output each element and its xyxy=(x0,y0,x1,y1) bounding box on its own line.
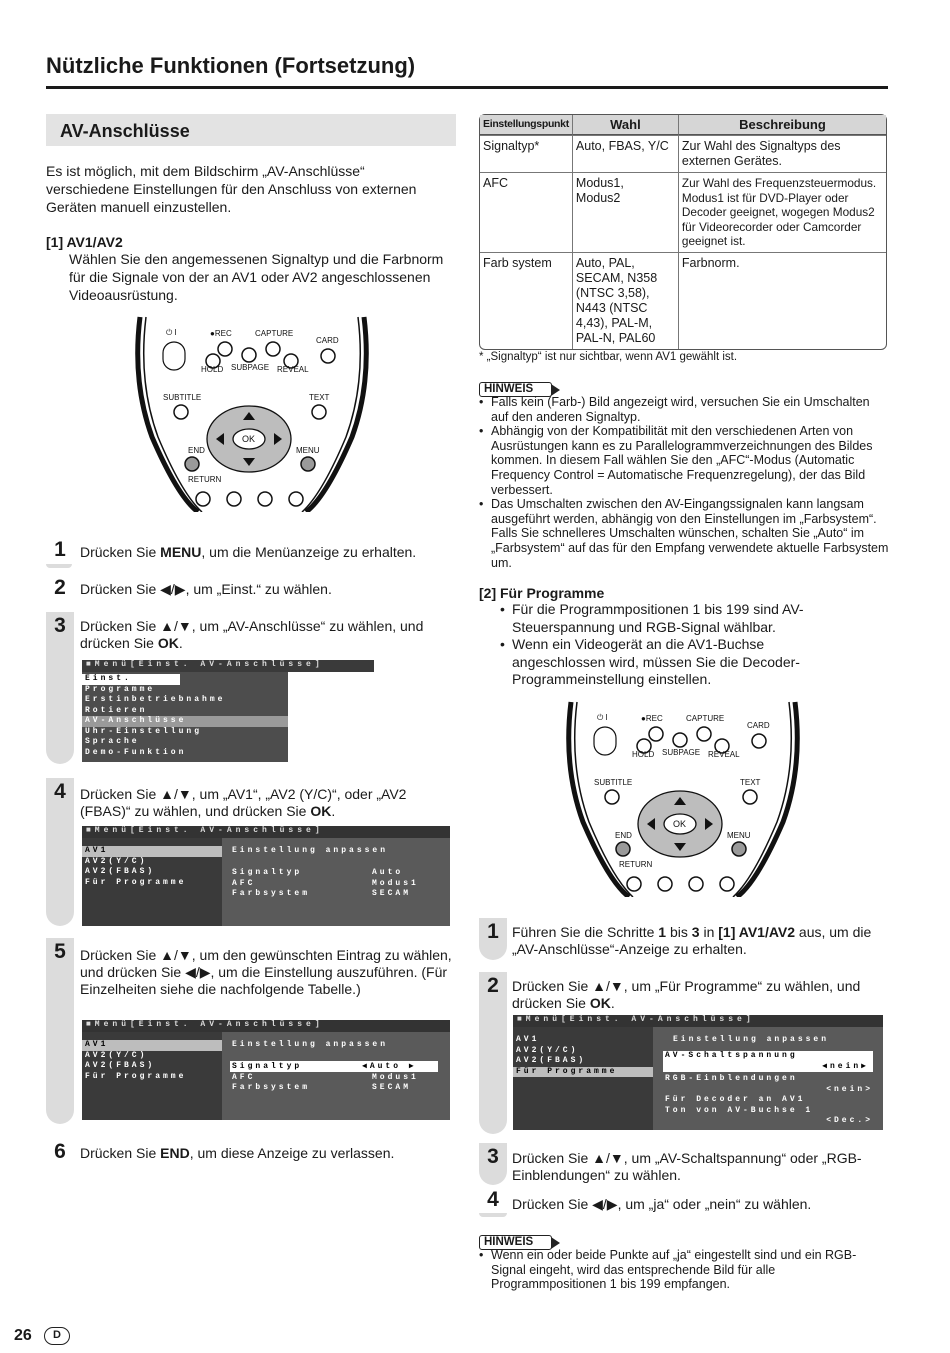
step-number: 3 xyxy=(54,614,66,637)
text-button xyxy=(312,405,326,419)
rec-label: ●REC xyxy=(641,714,663,723)
page-number: 26 xyxy=(14,1327,32,1344)
language-badge: D xyxy=(44,1327,70,1345)
number-keys-icon xyxy=(163,342,185,370)
osd-item: AV2(Y/C) xyxy=(85,1050,148,1060)
subtitle-label: SUBTITLE xyxy=(163,393,202,402)
step-5-bar xyxy=(46,938,74,1124)
settings-table xyxy=(479,114,887,350)
osd-item: AV2(FBAS) xyxy=(85,1061,156,1070)
title-rule xyxy=(46,86,888,89)
number-keys-icon xyxy=(594,727,616,755)
subpage-label: SUBPAGE xyxy=(231,363,270,372)
table-row: Signaltyp* Auto, FBAS, Y/C Zur Wahl des Signaltyps des externen Gerätes. xyxy=(480,135,886,172)
osd-item-selected: AV1 xyxy=(82,846,222,857)
osd-item: AV2(Y/C) xyxy=(85,856,148,866)
osd-row-label: RGB-Einblendungen xyxy=(665,1074,798,1083)
osd-row-value: Modus1 xyxy=(372,878,419,888)
list-item: • Für die Programmpositionen 1 bis 199 sind AV-Steuerspannung und RGB-Signal wählbar. xyxy=(500,601,804,635)
remote-control-illustration-2 xyxy=(561,697,806,897)
capture-label: CAPTURE xyxy=(686,714,725,723)
osd-row-value: SECAM xyxy=(372,1083,412,1092)
osd-av-screen xyxy=(82,826,450,926)
osd-row-label: AFC xyxy=(232,1072,256,1082)
card-label: CARD xyxy=(316,336,339,345)
osd-av-edit-screen xyxy=(82,1020,450,1120)
osd-row-label: Ton von AV-Buchse 1 xyxy=(665,1105,814,1115)
capture-label: CAPTURE xyxy=(255,329,294,338)
osd-item: Für Programme xyxy=(85,1071,187,1081)
hinweis-badge-2: HINWEIS xyxy=(479,1232,552,1250)
subtitle-label: SUBTITLE xyxy=(594,778,633,787)
remote-control-illustration xyxy=(130,312,375,512)
osd-item: AV2(FBAS) xyxy=(516,1056,587,1065)
osd-item: AV1 xyxy=(516,1035,540,1044)
osd-row-label-selected: Signaltyp xyxy=(232,1062,303,1071)
hinweis-list-2 xyxy=(479,1248,889,1292)
rec-button xyxy=(218,342,232,356)
step-3-text: Drücken Sie ▲/▼, um „AV-Anschlüsse“ zu wählen, und drücken Sie OK. xyxy=(80,618,424,651)
list-item: • Wenn ein oder beide Punkte auf „ja“ eingestellt sind und ein RGB-Signal eingeht, wird das entsprechende Bild für alle Programmpositionen 1 bis 199 empfangen. xyxy=(479,1248,889,1292)
osd-item: Programme xyxy=(85,684,156,694)
osd-title: ■Menü[Einst. AV-Anschlüsse] xyxy=(82,826,450,838)
osd-title: ■Menü[Einst. AV-Anschlüsse] xyxy=(82,1020,450,1032)
list-item: • Abhängig von der Kompatibilität mit den verschiedenen Arten von Ausrüstungen kann es zu Parallelogrammverzeichnungen des Bildes kommen. In diesem Fall wählen Sie den „AFC“-Modus (Automatic Frequency Control = Automatische Frequenzregelung), der das Bild verbessert. xyxy=(479,424,889,497)
menu-label: MENU xyxy=(296,446,320,455)
table-header: Wahl xyxy=(572,115,678,135)
subtitle-button xyxy=(605,790,619,804)
ok-label: OK xyxy=(673,819,687,829)
return-label: RETURN xyxy=(619,860,653,869)
table-row: AFC Modus1, Modus2 Zur Wahl des Frequenzsteuermodus. Modus1 ist für DVD-Player oder Decoder geeignet, wogegen Modus2 für Videorecorder oder Camcorder geeignet ist. xyxy=(480,172,886,252)
osd-row-value-selected: ◀nein▶ xyxy=(822,1061,869,1071)
osd-item-selected: AV-Anschlüsse xyxy=(82,716,288,727)
rec-label: ●REC xyxy=(210,329,232,338)
power-label: ⏻ I xyxy=(597,713,608,722)
av1av2-text: Wählen Sie den angemessenen Signaltyp und die Farbnorm für die Signale von der an AV1 oder AV2 angeschlossenen Videoausrüstung. xyxy=(69,251,444,303)
list-item: • Falls kein (Farb-) Bild angezeigt wird, versuchen Sie ein Umschalten auf den anderen Signaltyp. xyxy=(479,395,889,424)
subpage-button xyxy=(673,733,687,747)
reveal-label: REVEAL xyxy=(708,750,740,759)
osd-heading: Einstellung anpassen xyxy=(673,1035,830,1044)
table-footnote: * „Signaltyp“ ist nur sichtbar, wenn AV1 gewählt ist. xyxy=(479,351,738,363)
hold-label: HOLD xyxy=(632,750,655,759)
subpage-button xyxy=(242,348,256,362)
osd-item: Erstinbetriebnahme xyxy=(85,695,226,704)
table-row: Farb system Auto, PAL, SECAM, N358 (NTSC 3,58), N443 (NTSC 4,43), PAL-M, PAL-N, PAL60 Farbnorm. xyxy=(480,252,886,349)
osd-item: Rotieren xyxy=(85,705,148,715)
step-r3-text: Drücken Sie ▲/▼, um „AV-Schaltspannung“ oder „RGB-Einblendungen“ zu wählen. xyxy=(512,1150,862,1183)
osd-row-value: <nein> xyxy=(826,1084,873,1094)
card-button xyxy=(752,734,766,748)
yellow-button xyxy=(689,877,703,891)
list-item: • Das Umschalten zwischen den AV-Eingangssignalen kann langsam ausgeführt werden, abhängig von den Einstellungen im „Farbsystem“. Falls Sie schnelleres Umschalten wünschen, schalten Sie „Auto“ im „Farbsystem“ auf das für den Empfang verwendete aktuelle Farbsystem um. xyxy=(479,497,889,570)
step-r4-text: Drücken Sie ◀/▶, um „ja“ oder „nein“ zu wählen. xyxy=(512,1196,812,1212)
step-number: 4 xyxy=(487,1188,499,1211)
osd-item: Demo-Funktion xyxy=(85,747,187,757)
step-5-text: Drücken Sie ▲/▼, um den gewünschten Eintrag zu wählen, und drücken Sie ◀/▶, um die Einstellung auszuführen. (Für Einzelheiten siehe die nachfolgende Tabelle.) xyxy=(80,947,452,997)
yellow-button xyxy=(258,492,272,506)
menu-label: MENU xyxy=(727,831,751,840)
ok-label: OK xyxy=(242,434,256,444)
red-button xyxy=(627,877,641,891)
table-header: Beschreibung xyxy=(678,115,886,135)
end-label: END xyxy=(615,831,632,840)
osd-row-value: SECAM xyxy=(372,889,412,898)
osd-title: ■Menü[Einst. AV-Anschlüsse] xyxy=(513,1015,883,1027)
programme-bullets xyxy=(500,601,860,689)
capture-button xyxy=(697,727,711,741)
text-label: TEXT xyxy=(740,778,761,787)
end-label: END xyxy=(188,446,205,455)
av1av2-heading: [1] AV1/AV2 xyxy=(46,234,123,250)
osd-programme-screen xyxy=(513,1015,883,1130)
osd-item: AV2(Y/C) xyxy=(516,1045,579,1055)
return-label: RETURN xyxy=(188,475,222,484)
osd-item: Für Programme xyxy=(85,877,187,887)
osd-item-selected: AV1 xyxy=(82,1040,222,1051)
card-label: CARD xyxy=(747,721,770,730)
step-number: 2 xyxy=(54,576,66,599)
osd-item-selected: Für Programme xyxy=(513,1067,653,1078)
step-r2-text: Drücken Sie ▲/▼, um „Für Programme“ zu wählen, und drücken Sie OK. xyxy=(512,978,861,1011)
osd-item: Uhr-Einstellung xyxy=(85,726,203,736)
capture-button xyxy=(266,342,280,356)
page-title: Nützliche Funktionen (Fortsetzung) xyxy=(46,53,416,78)
osd-row-label: Farbsystem xyxy=(232,1083,311,1092)
list-item: • Wenn ein Videogerät an die AV1-Buchse angeschlossen wird, müssen Sie die Decoder-Programmeinstellung einstellen. xyxy=(500,636,800,687)
osd-row-value: Modus1 xyxy=(372,1072,419,1082)
step-text: Drücken Sie MENU, um die Menüanzeige zu erhalten. xyxy=(80,544,417,560)
hold-label: HOLD xyxy=(201,365,224,374)
step-number: 4 xyxy=(54,780,66,803)
green-button xyxy=(658,877,672,891)
menu-button xyxy=(732,842,746,856)
osd-row-label: AFC xyxy=(232,878,256,888)
osd-row-value-selected: ◀Auto ▶ xyxy=(362,1062,417,1071)
osd-heading: Einstellung anpassen xyxy=(232,846,389,855)
intro-text: Es ist möglich, mit dem Bildschirm „AV-Anschlüsse“ verschiedene Einstellungen für den Anschluss von externen Geräten manuell einzustellen. xyxy=(46,163,417,215)
osd-row-label: Für Decoder an AV1 xyxy=(665,1095,806,1104)
power-label: ⏻ I xyxy=(166,328,177,337)
hinweis-list xyxy=(479,395,889,570)
table-header: Einstellungspunkt xyxy=(480,115,572,135)
blue-button xyxy=(289,492,303,506)
text-label: TEXT xyxy=(309,393,330,402)
step-r1-text: Führen Sie die Schritte 1 bis 3 in [1] AV1/AV2 aus, um die „AV-Anschlüsse“-Anzeige zu erhalten. xyxy=(512,924,872,957)
step-text: Drücken Sie END, um diese Anzeige zu verlassen. xyxy=(80,1145,395,1161)
section-heading: AV-Anschlüsse xyxy=(46,114,456,146)
osd-row-label-selected: AV-Schaltspannung xyxy=(665,1051,798,1060)
osd-title: ■Menü[Einst. AV-Anschlüsse] xyxy=(82,660,374,672)
osd-row-value: <Dec.> xyxy=(826,1116,873,1125)
red-button xyxy=(196,492,210,506)
step-number: 6 xyxy=(54,1140,66,1163)
text-button xyxy=(743,790,757,804)
green-button xyxy=(227,492,241,506)
subtitle-button xyxy=(174,405,188,419)
step-number: 1 xyxy=(487,920,499,943)
osd-item: AV2(FBAS) xyxy=(85,867,156,876)
end-button xyxy=(185,457,199,471)
end-button xyxy=(616,842,630,856)
step-number: 5 xyxy=(54,940,66,963)
step-text: Drücken Sie ◀/▶, um „Einst.“ zu wählen. xyxy=(80,581,332,597)
osd-menu-screen xyxy=(82,660,324,762)
osd-row-value: Auto xyxy=(372,868,404,877)
step-number: 1 xyxy=(54,538,66,561)
osd-row-label: Farbsystem xyxy=(232,889,311,898)
card-button xyxy=(321,349,335,363)
step-number: 2 xyxy=(487,974,499,997)
step-4-text: Drücken Sie ▲/▼, um „AV1“, „AV2 (Y/C)“, oder „AV2 (FBAS)“ zu wählen, und drücken Sie OK. xyxy=(80,786,407,819)
rec-button xyxy=(649,727,663,741)
menu-button xyxy=(301,457,315,471)
subpage-label: SUBPAGE xyxy=(662,748,701,757)
osd-item: Einst. xyxy=(82,674,180,685)
osd-heading: Einstellung anpassen xyxy=(232,1040,389,1049)
blue-button xyxy=(720,877,734,891)
osd-row-label: Signaltyp xyxy=(232,868,303,877)
hinweis-badge: HINWEIS xyxy=(479,379,552,397)
programme-heading: [2] Für Programme xyxy=(479,585,605,601)
step-number: 3 xyxy=(487,1145,499,1168)
osd-item: Sprache xyxy=(85,737,140,746)
reveal-label: REVEAL xyxy=(277,365,309,374)
